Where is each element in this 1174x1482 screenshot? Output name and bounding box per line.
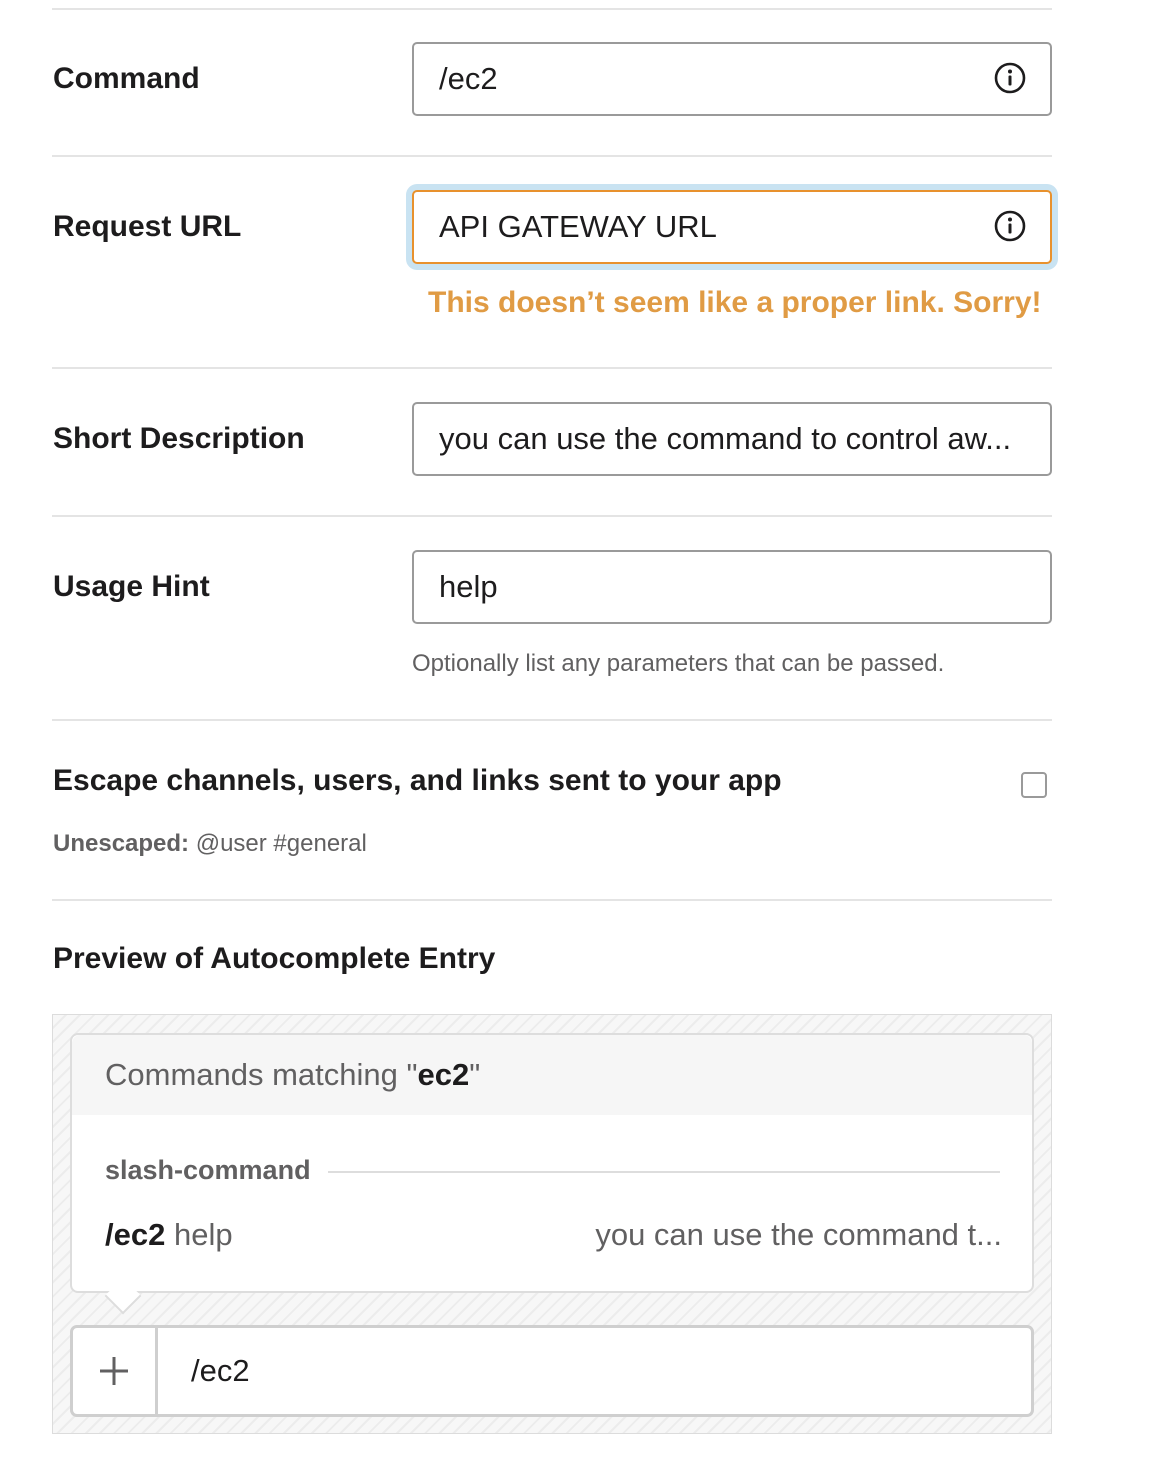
escape-checkbox[interactable] xyxy=(1021,772,1047,798)
message-composer[interactable] xyxy=(70,1325,1034,1417)
command-name: /ec2 xyxy=(105,1217,166,1252)
header-query: ec2 xyxy=(417,1057,470,1092)
autocomplete-header xyxy=(72,1035,1032,1115)
divider xyxy=(52,515,1052,517)
divider xyxy=(52,8,1052,10)
request-url-input[interactable] xyxy=(412,190,1052,264)
command-input[interactable] xyxy=(412,42,1052,116)
usage-hint-label: Usage Hint xyxy=(53,570,210,603)
unescaped-example xyxy=(53,830,367,858)
unescaped-label: Unescaped: xyxy=(53,830,190,857)
command-hint: help xyxy=(173,1217,233,1252)
usage-hint-input[interactable] xyxy=(412,550,1052,624)
escape-label: Escape channels, users, and links sent to your app xyxy=(53,764,782,797)
section-divider xyxy=(328,1171,1000,1173)
section-name: slash-command xyxy=(105,1155,311,1185)
info-icon[interactable] xyxy=(994,210,1026,242)
header-prefix: Commands matching " xyxy=(105,1057,418,1092)
request-url-label: Request URL xyxy=(53,210,242,243)
unescaped-example-text: @user #general xyxy=(189,830,367,857)
short-description-input[interactable] xyxy=(412,402,1052,476)
divider xyxy=(52,155,1052,157)
command-label: Command xyxy=(53,62,200,95)
usage-hint-input-value: help xyxy=(439,569,498,604)
autocomplete-popup xyxy=(70,1033,1034,1293)
request-url-error: This doesn’t seem like a proper link. Sorry! xyxy=(428,286,1042,319)
command-description: you can use the command t... xyxy=(595,1217,1002,1252)
autocomplete-header-text xyxy=(105,1057,480,1093)
popup-pointer xyxy=(105,1278,142,1315)
short-description-input-value: you can use the command to control aw... xyxy=(439,421,1012,456)
command-input-value: /ec2 xyxy=(439,61,498,96)
slash-command-form xyxy=(52,0,1052,1482)
autocomplete-command-row[interactable] xyxy=(105,1217,233,1253)
divider xyxy=(52,719,1052,721)
attach-button[interactable] xyxy=(73,1328,158,1414)
composer-input[interactable]: /ec2 xyxy=(191,1353,250,1388)
plus-icon xyxy=(99,1356,129,1386)
info-icon[interactable] xyxy=(994,62,1026,94)
divider xyxy=(52,367,1052,369)
preview-title: Preview of Autocomplete Entry xyxy=(53,942,496,975)
header-suffix: " xyxy=(469,1057,481,1092)
divider xyxy=(52,899,1052,901)
autocomplete-preview xyxy=(52,1014,1052,1434)
short-description-label: Short Description xyxy=(53,422,305,455)
usage-hint-help-text: Optionally list any parameters that can be passed. xyxy=(412,650,945,677)
request-url-input-value: API GATEWAY URL xyxy=(439,209,717,244)
